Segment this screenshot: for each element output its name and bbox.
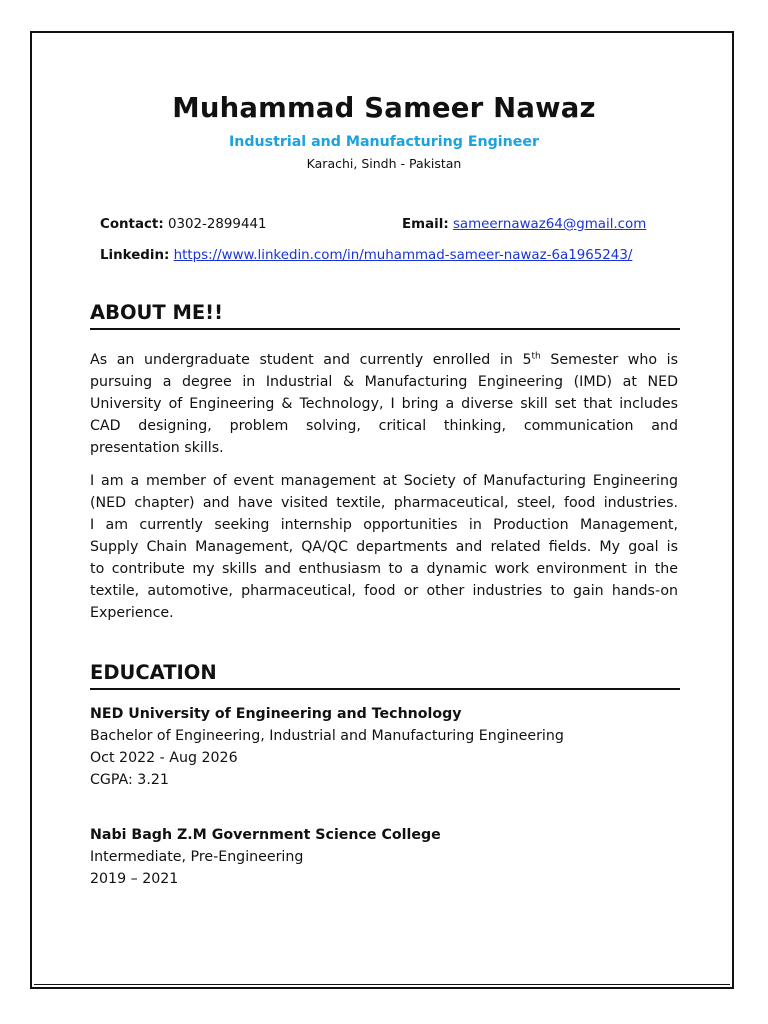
linkedin-label: Linkedin: — [100, 248, 170, 263]
paragraph-line: pursuing a degree in Industrial & Manufacturing Engineering (IMD) at NED — [90, 374, 678, 390]
paragraph-line: University of Engineering & Technology, I bring a diverse skill set that includes — [90, 396, 678, 412]
paragraph-line: As an undergraduate student and currently enrolled in 5th Semester who is — [90, 351, 678, 368]
paragraph-line: CAD designing, problem solving, critical thinking, communication and — [90, 418, 678, 434]
job-title: Industrial and Manufacturing Engineer — [228, 134, 539, 150]
paragraph-line: (NED chapter) and have visited textile, pharmaceutical, steel, food industries. — [90, 495, 678, 511]
paragraph-line: to contribute my skills and enthusiasm to a dynamic work environment in the — [90, 561, 678, 577]
linkedin-link[interactable]: https://www.linkedin.com/in/muhammad-sameer-nawaz-6a1965243/ — [173, 248, 633, 263]
phone-value: 0302-2899441 — [167, 217, 267, 232]
location: Karachi, Sindh - Pakistan — [306, 156, 462, 171]
gpa: CGPA: 3.21 — [90, 772, 169, 788]
about-paragraph-1 — [90, 349, 678, 459]
contact-email-row — [402, 217, 646, 232]
paragraph-line: I am currently seeking internship opportunities in Production Management, — [90, 517, 678, 533]
phone-label: Contact: — [100, 217, 164, 232]
degree: Bachelor of Engineering, Industrial and Manufacturing Engineering — [90, 728, 564, 744]
school-name: Nabi Bagh Z.M Government Science College — [90, 827, 441, 843]
candidate-name: Muhammad Sameer Nawaz — [172, 92, 596, 124]
school-name: NED University of Engineering and Technology — [90, 706, 462, 722]
superscript: th — [531, 351, 541, 362]
education-section-heading: EDUCATION — [90, 660, 680, 690]
email-label: Email: — [402, 217, 449, 232]
education-entry — [90, 824, 441, 890]
paragraph-line: presentation skills. — [90, 440, 224, 456]
email-link[interactable]: sameernawaz64@gmail.com — [452, 217, 647, 232]
paragraph-line: Experience. — [90, 605, 174, 621]
degree: Intermediate, Pre-Engineering — [90, 849, 304, 865]
about-section-heading: ABOUT ME!! — [90, 300, 680, 330]
dates: Oct 2022 - Aug 2026 — [90, 750, 238, 766]
paragraph-line: Supply Chain Management, QA/QC departments and related fields. My goal is — [90, 539, 678, 555]
about-paragraph-2 — [90, 470, 678, 624]
education-entry — [90, 703, 564, 791]
paragraph-line: I am a member of event management at Society of Manufacturing Engineering — [90, 473, 678, 489]
contact-phone-row — [100, 217, 267, 232]
paragraph-line: textile, automotive, pharmaceutical, food or other industries to gain hands-on — [90, 583, 678, 599]
dates: 2019 – 2021 — [90, 871, 179, 887]
contact-linkedin-row — [100, 248, 632, 263]
